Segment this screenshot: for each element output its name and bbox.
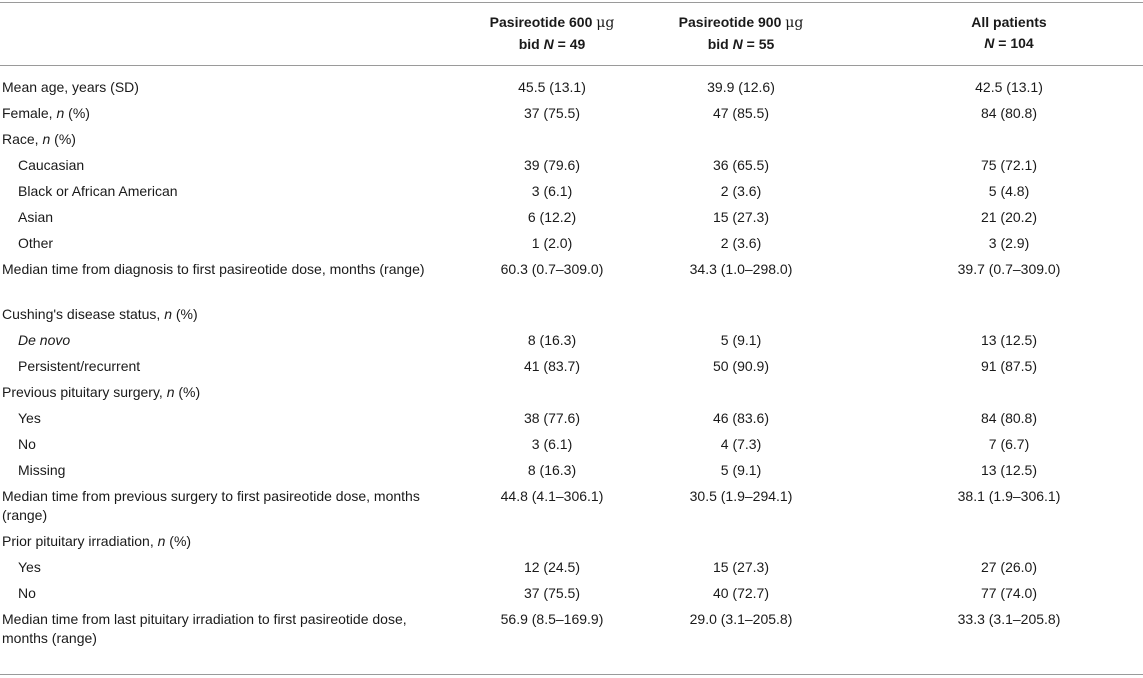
cell-600: 37 (75.5) xyxy=(523,585,581,601)
label-text: (%) xyxy=(50,131,76,147)
cell-900: 15 (27.3) xyxy=(712,559,770,575)
table-row-group-heading xyxy=(0,301,1143,327)
label-text: Race, xyxy=(2,131,43,147)
cell-600: 44.8 (4.1–306.1) xyxy=(500,488,604,504)
row-label: Missing xyxy=(18,462,66,478)
cell-all: 13 (12.5) xyxy=(980,332,1038,348)
table-bottom-rule xyxy=(0,674,1143,675)
row-label: Persistent/recurrent xyxy=(18,358,141,374)
cell-600: 56.9 (8.5–169.9) xyxy=(500,611,604,627)
cell-600: 3 (6.1) xyxy=(531,183,573,199)
row-label: Black or African American xyxy=(18,183,178,199)
cell-all: 3 (2.9) xyxy=(988,235,1030,251)
table-row-group-heading xyxy=(0,528,1143,554)
cell-all: 75 (72.1) xyxy=(980,157,1038,173)
row-label xyxy=(2,130,452,149)
table-row xyxy=(0,74,1143,100)
column-header-pasireotide-900 xyxy=(651,12,831,56)
label-n: n xyxy=(157,533,166,549)
table-row xyxy=(0,580,1143,606)
row-label: De novo xyxy=(18,332,71,348)
row-label: Caucasian xyxy=(18,157,85,173)
cell-600: 38 (77.6) xyxy=(523,410,581,426)
row-label: Asian xyxy=(18,209,54,225)
cell-600: 8 (16.3) xyxy=(527,462,577,478)
label-text: (%) xyxy=(172,306,198,322)
header-text: Pasireotide 600 xyxy=(489,14,597,30)
table-row xyxy=(0,230,1143,256)
label-text: Cushing's disease status, xyxy=(2,306,165,322)
unit-mu: μg xyxy=(596,15,615,31)
cell-600: 37 (75.5) xyxy=(523,105,581,121)
cell-600: 6 (12.2) xyxy=(527,209,577,225)
label-text: (%) xyxy=(64,105,90,121)
table-body xyxy=(0,74,1143,651)
cell-all: 91 (87.5) xyxy=(980,358,1038,374)
row-label: Yes xyxy=(18,410,41,426)
cell-all: 7 (6.7) xyxy=(988,436,1030,452)
row-label xyxy=(2,104,452,123)
cell-all: 42.5 (13.1) xyxy=(975,79,1043,95)
table-row xyxy=(0,606,1143,651)
cell-600: 1 (2.0) xyxy=(531,235,573,251)
label-text: (%) xyxy=(165,533,192,549)
cell-900: 30.5 (1.9–294.1) xyxy=(689,488,793,504)
table-top-rule xyxy=(0,2,1143,3)
cell-600: 3 (6.1) xyxy=(531,436,573,452)
header-n: N xyxy=(984,35,995,51)
table-row xyxy=(0,327,1143,353)
cell-900: 34.3 (1.0–298.0) xyxy=(689,261,793,277)
table-row xyxy=(0,554,1143,580)
header-n: N xyxy=(543,36,554,52)
table-row xyxy=(0,353,1143,379)
cell-900: 40 (72.7) xyxy=(712,585,770,601)
cell-all: 33.3 (3.1–205.8) xyxy=(957,611,1061,627)
cell-900: 4 (7.3) xyxy=(720,436,762,452)
row-label: Median time from previous surgery to first pasireotide dose, months (range) xyxy=(2,488,420,523)
table-row xyxy=(0,152,1143,178)
cell-900: 39.9 (12.6) xyxy=(707,79,775,95)
table-row xyxy=(0,405,1143,431)
header-text: bid xyxy=(518,36,544,52)
label-n: n xyxy=(164,306,172,322)
label-n: n xyxy=(56,105,65,121)
header-text: = 49 xyxy=(553,36,586,52)
label-text: Female, xyxy=(2,105,57,121)
header-rule xyxy=(0,65,1143,66)
cell-all: 38.1 (1.9–306.1) xyxy=(957,488,1061,504)
cell-900: 29.0 (3.1–205.8) xyxy=(689,611,793,627)
label-n: n xyxy=(42,131,51,147)
cell-600: 8 (16.3) xyxy=(527,332,577,348)
cell-900: 46 (83.6) xyxy=(712,410,770,426)
row-label xyxy=(2,532,452,551)
header-text: Pasireotide 900 xyxy=(678,14,786,30)
column-header-all-patients xyxy=(949,12,1069,56)
cell-900: 15 (27.3) xyxy=(712,209,770,225)
row-label: No xyxy=(18,585,36,601)
cell-600: 41 (83.7) xyxy=(523,358,581,374)
row-label: Yes xyxy=(18,559,41,575)
cell-900: 50 (90.9) xyxy=(712,358,770,374)
table-row-group-heading xyxy=(0,379,1143,405)
cell-600: 12 (24.5) xyxy=(523,559,581,575)
label-text: Prior pituitary irradiation, xyxy=(2,533,158,549)
column-header-pasireotide-600 xyxy=(462,12,642,56)
table-row xyxy=(0,457,1143,483)
cell-all: 39.7 (0.7–309.0) xyxy=(957,261,1061,277)
table-row-group-heading xyxy=(0,126,1143,152)
unit-mu: μg xyxy=(785,15,804,31)
cell-600: 60.3 (0.7–309.0) xyxy=(500,261,604,277)
header-n: N xyxy=(732,36,743,52)
cell-all: 27 (26.0) xyxy=(980,559,1038,575)
cell-all: 13 (12.5) xyxy=(980,462,1038,478)
row-label: Mean age, years (SD) xyxy=(2,79,139,95)
header-text: = 55 xyxy=(742,36,775,52)
label-text: (%) xyxy=(174,384,201,400)
label-n: n xyxy=(166,384,175,400)
cell-900: 36 (65.5) xyxy=(712,157,770,173)
table-row xyxy=(0,204,1143,230)
label-text: Previous pituitary surgery, xyxy=(2,384,167,400)
row-label: Median time from diagnosis to first pasireotide dose, months (range) xyxy=(2,261,425,277)
cell-900: 2 (3.6) xyxy=(720,235,762,251)
header-text: = 104 xyxy=(994,35,1034,51)
cell-600: 45.5 (13.1) xyxy=(518,79,586,95)
table-row xyxy=(0,483,1143,528)
cell-900: 5 (9.1) xyxy=(720,462,762,478)
cell-all: 5 (4.8) xyxy=(988,183,1030,199)
cell-all: 84 (80.8) xyxy=(980,105,1038,121)
row-label xyxy=(2,383,452,402)
header-text: bid xyxy=(707,36,733,52)
cell-900: 2 (3.6) xyxy=(720,183,762,199)
table-row xyxy=(0,431,1143,457)
table-row xyxy=(0,100,1143,126)
table-row xyxy=(0,256,1143,301)
row-label: Other xyxy=(18,235,54,251)
header-text: All patients xyxy=(971,14,1047,30)
row-label: No xyxy=(18,436,36,452)
cell-all: 21 (20.2) xyxy=(980,209,1038,225)
row-label xyxy=(2,305,452,324)
cell-all: 84 (80.8) xyxy=(980,410,1038,426)
cell-900: 47 (85.5) xyxy=(712,105,770,121)
row-label: Median time from last pituitary irradiation to first pasireotide dose, months (range) xyxy=(2,611,407,646)
cell-600: 39 (79.6) xyxy=(523,157,581,173)
cell-all: 77 (74.0) xyxy=(980,585,1038,601)
table-row xyxy=(0,178,1143,204)
cell-900: 5 (9.1) xyxy=(720,332,762,348)
